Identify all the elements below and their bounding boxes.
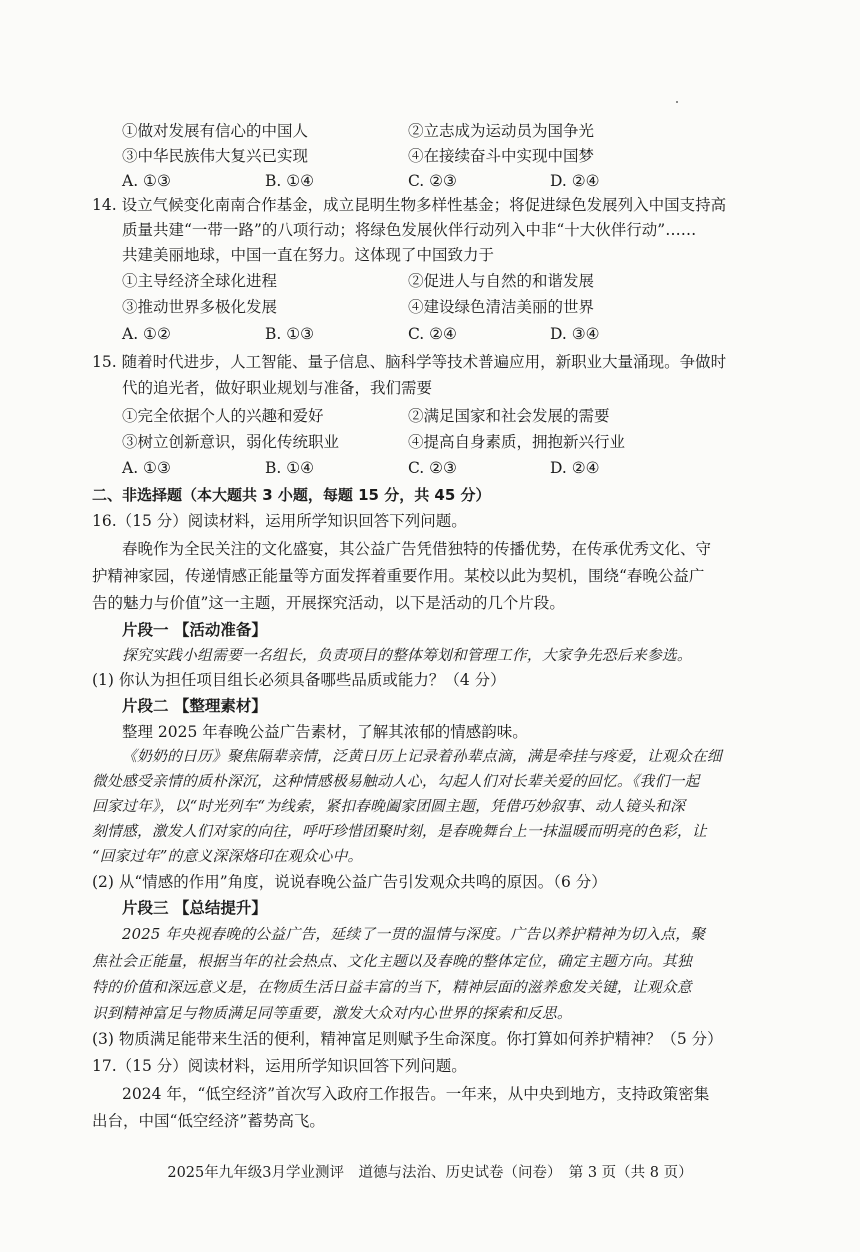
q14-choice-a: A. ①② bbox=[122, 325, 171, 343]
q14-choice-b: B. ①③ bbox=[265, 325, 315, 343]
q16-intro-line1: 春晚作为全民关注的文化盛宴，其公益广告凭借独特的传播优势，在传承优秀文化、守 bbox=[122, 540, 712, 558]
q16-segment3-line1: 2025 年央视春晚的公益广告，延续了一贯的温情与深度。广告以养护精神为切入点，聚 bbox=[122, 926, 706, 943]
q16-segment2-material-line1: 《奶奶的日历》聚焦隔辈亲情，泛黄日历上记录着孙辈点滴，满是牵挂与疼爱，让观众在细 bbox=[122, 748, 722, 765]
q14-choice-d: D. ③④ bbox=[550, 325, 600, 343]
q15-stem-line2: 代的追光者，做好职业规划与准备，我们需要 bbox=[122, 379, 433, 397]
q14-option-2: ②促进人与自然的和谐发展 bbox=[408, 272, 595, 290]
q16-segment3-heading: 片段三 【总结提升】 bbox=[122, 898, 267, 917]
q15-choice-d: D. ②④ bbox=[550, 459, 600, 477]
q16-segment2-material-line2: 微处感受亲情的质朴深沉，这种情感极易触动人心，勾起人们对长辈关爱的回忆。《我们一起 bbox=[92, 773, 700, 790]
q13-option-1: ①做对发展有信心的中国人 bbox=[122, 122, 309, 140]
q14-stem-line1: 14. 设立气候变化南南合作基金，成立昆明生物多样性基金；将促进绿色发展列入中国支持高 bbox=[92, 196, 727, 214]
q15-option-2: ②满足国家和社会发展的需要 bbox=[408, 407, 610, 425]
q16-segment3-line3: 特的价值和深远意义是，在物质生活日益丰富的当下，精神层面的滋养愈发关键，让观众意 bbox=[92, 979, 692, 996]
q16-segment1-heading: 片段一 【活动准备】 bbox=[122, 620, 267, 639]
q17-text-line1: 2024 年，“低空经济”首次写入政府工作报告。一年来，从中央到地方，支持政策密集 bbox=[122, 1085, 710, 1103]
q14-option-1: ①主导经济全球化进程 bbox=[122, 272, 278, 290]
q16-segment2-heading: 片段二 【整理素材】 bbox=[122, 696, 267, 715]
q13-choice-d: D. ②④ bbox=[550, 172, 600, 190]
q16-question3: (3) 物质满足能带来生活的便利，精神富足则赋予生命深度。你打算如何养护精神？（5 分） bbox=[92, 1030, 723, 1048]
q17-text-line2: 出台，中国“低空经济”蓄势高飞。 bbox=[92, 1112, 325, 1130]
q14-option-4: ④建设绿色清洁美丽的世界 bbox=[408, 298, 595, 316]
q13-choice-c: C. ②③ bbox=[408, 172, 457, 190]
q15-choice-c: C. ②③ bbox=[408, 459, 457, 477]
q16-segment2-material-line4: 刻情感，激发人们对家的向往，呼吁珍惜团聚时刻，是春晚舞台上一抹温暖而明亮的色彩，让 bbox=[92, 823, 707, 840]
q15-choice-b: B. ①④ bbox=[265, 459, 315, 477]
q15-stem-line1: 15. 随着时代进步，人工智能、量子信息、脑科学等技术普遍应用，新职业大量涌现。争做时 bbox=[92, 353, 727, 371]
q16-segment1-text: 探究实践小组需要一名组长，负责项目的整体筹划和管理工作，大家争先恐后来参选。 bbox=[122, 647, 692, 664]
q16-intro-line3: 告的魅力与价值”这一主题，开展探究活动，以下是活动的几个片段。 bbox=[92, 594, 565, 612]
q13-option-2: ②立志成为运动员为国争光 bbox=[408, 122, 595, 140]
q13-choice-a: A. ①③ bbox=[122, 172, 171, 190]
q16-title: 16.（15 分）阅读材料，运用所学知识回答下列问题。 bbox=[92, 512, 467, 530]
q13-option-4: ④在接续奋斗中实现中国梦 bbox=[408, 147, 595, 165]
q14-stem-line3: 共建美丽地球，中国一直在努力。这体现了中国致力于 bbox=[122, 246, 495, 264]
scan-speck bbox=[676, 101, 678, 103]
page-footer: 2025年九年级3月学业测评 道德与法治、历史试卷（问卷） 第 3 页（共 8 页） bbox=[167, 1165, 693, 1181]
q17-title: 17.（15 分）阅读材料，运用所学知识回答下列问题。 bbox=[92, 1057, 467, 1075]
section-heading: 二、非选择题（本大题共 3 小题，每题 15 分，共 45 分） bbox=[92, 486, 491, 504]
q14-stem-line2: 质量共建“一带一路”的八项行动；将绿色发展伙伴行动列入中非“十大伙伴行动”…… bbox=[122, 221, 697, 239]
q16-segment2-material-line3: 回家过年》，以“时光列车“为线索，紧扣春晚阖家团圆主题，凭借巧妙叙事、动人镜头和深 bbox=[92, 798, 686, 815]
q16-question2: (2) 从“情感的作用”角度，说说春晚公益广告引发观众共鸣的原因。（6 分） bbox=[92, 873, 607, 891]
q15-choice-a: A. ①③ bbox=[122, 459, 171, 477]
q16-segment2-material-line5: “回家过年”的意义深深烙印在观众心中。 bbox=[92, 848, 363, 865]
q13-option-3: ③中华民族伟大复兴已实现 bbox=[122, 147, 309, 165]
q15-option-1: ①完全依据个人的兴趣和爱好 bbox=[122, 407, 324, 425]
q15-option-3: ③树立创新意识，弱化传统职业 bbox=[122, 433, 340, 451]
q14-choice-c: C. ②④ bbox=[408, 325, 457, 343]
q16-question1: (1) 你认为担任项目组长必须具备哪些品质或能力？（4 分） bbox=[92, 671, 506, 689]
q13-choice-b: B. ①④ bbox=[265, 172, 315, 190]
q14-option-3: ③推动世界多极化发展 bbox=[122, 298, 278, 316]
q16-intro-line2: 护精神家园，传递情感正能量等方面发挥着重要作用。某校以此为契机，围绕“春晚公益广 bbox=[92, 567, 705, 585]
q15-option-4: ④提高自身素质，拥抱新兴行业 bbox=[408, 433, 626, 451]
q16-segment3-line2: 焦社会正能量，根据当年的社会热点、文化主题以及春晚的整体定位，确定主题方向。其独 bbox=[92, 953, 692, 970]
q16-segment3-line4: 识到精神富足与物质满足同等重要，激发大众对内心世界的探索和反思。 bbox=[92, 1005, 572, 1022]
q16-segment2-text: 整理 2025 年春晚公益广告素材，了解其浓郁的情感韵味。 bbox=[122, 723, 528, 741]
